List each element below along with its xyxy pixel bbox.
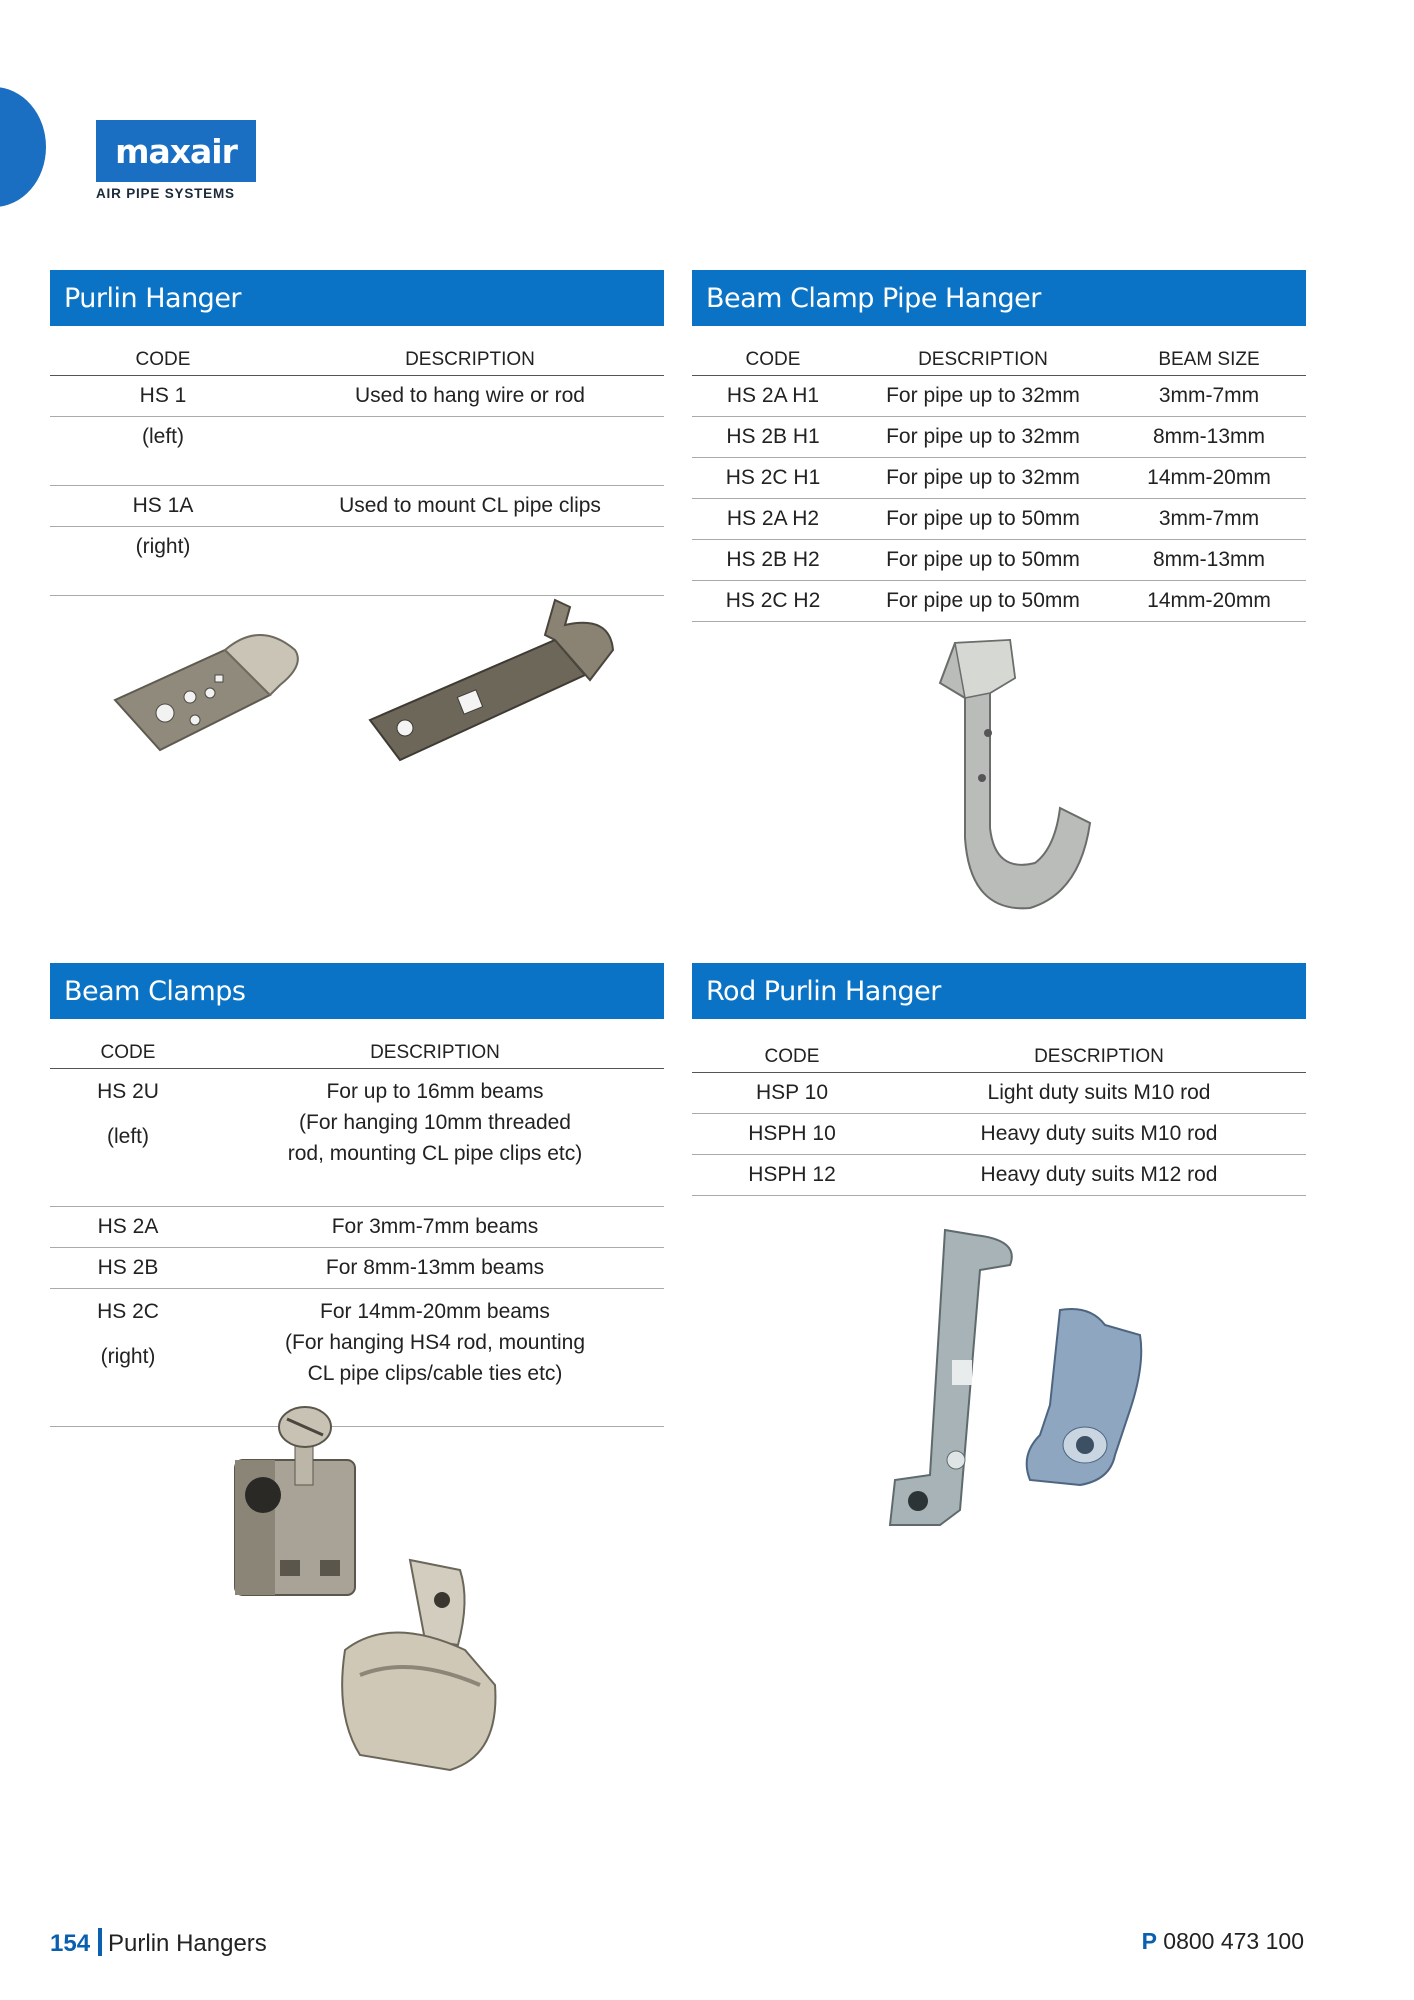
description-line: rod, mounting CL pipe clips etc) (287, 1142, 583, 1165)
description-cell: For pipe up to 32mm (854, 376, 1112, 417)
description-cell: For pipe up to 32mm (854, 458, 1112, 499)
description-cell: Light duty suits M10 rod (892, 1073, 1306, 1114)
footer-section: Purlin Hangers (108, 1930, 267, 1957)
beam-size-cell: 14mm-20mm (1112, 458, 1306, 499)
description-cell: For pipe up to 50mm (854, 540, 1112, 581)
purlin-hanger-table (50, 326, 664, 596)
column-header-description: DESCRIPTION (892, 1019, 1306, 1073)
rod-purlin-hanger-table (692, 1019, 1306, 1196)
code-cell: HSPH 12 (692, 1155, 892, 1196)
purlin-hanger-hs1-photo (110, 605, 310, 760)
table-row (692, 1114, 1306, 1155)
table-row (692, 1155, 1306, 1196)
purlin-hanger-section (50, 270, 664, 596)
rod-purlin-hanger-hsph-photo (1020, 1305, 1150, 1495)
logo-tagline: AIR PIPE SYSTEMS (96, 186, 235, 201)
column-header-code: CODE (692, 1019, 892, 1073)
description-cell: Heavy duty suits M10 rod (892, 1114, 1306, 1155)
footer-phone (1142, 1928, 1304, 1955)
description-line: For up to 16mm beams (326, 1080, 544, 1103)
table-row (692, 417, 1306, 458)
description-line: (For hanging HS4 rod, mounting (285, 1331, 585, 1354)
code-cell: HS 2B H1 (692, 417, 854, 458)
table-row (50, 1207, 664, 1248)
position-note: (left) (50, 417, 276, 486)
beam-size-cell: 8mm-13mm (1112, 540, 1306, 581)
description-cell: For pipe up to 50mm (854, 581, 1112, 622)
page-footer (50, 1928, 267, 1958)
beam-clamp-hs2c-photo (330, 1555, 505, 1780)
position-note: (right) (50, 527, 276, 596)
code-cell: HSP 10 (692, 1073, 892, 1114)
code-cell: HS 1A (50, 486, 276, 527)
beam-size-cell: 3mm-7mm (1112, 499, 1306, 540)
table-row-note (50, 527, 664, 596)
description-line: (For hanging 10mm threaded (299, 1111, 571, 1134)
position-note: (right) (100, 1345, 156, 1368)
column-header-description: DESCRIPTION (206, 1019, 664, 1069)
description-cell: Heavy duty suits M12 rod (892, 1155, 1306, 1196)
description-line: For 14mm-20mm beams (320, 1300, 550, 1323)
beam-size-cell: 8mm-13mm (1112, 417, 1306, 458)
code-cell: HS 2B (50, 1248, 206, 1289)
description-cell: For 8mm-13mm beams (206, 1248, 664, 1289)
table-row (50, 1069, 664, 1207)
beam-clamps-section (50, 963, 664, 1427)
section-title: Beam Clamps (50, 963, 664, 1019)
rod-purlin-hanger-hsp10-photo (880, 1225, 1035, 1555)
column-header-beam-size: BEAM SIZE (1112, 326, 1306, 376)
section-title: Beam Clamp Pipe Hanger (692, 270, 1306, 326)
column-header-code: CODE (50, 1019, 206, 1069)
table-row (692, 540, 1306, 581)
code-cell: HS 2B H2 (692, 540, 854, 581)
column-header-code: CODE (692, 326, 854, 376)
column-header-description: DESCRIPTION (276, 326, 664, 376)
position-note: (left) (107, 1125, 149, 1148)
table-row (692, 458, 1306, 499)
code-cell: HS 2C (97, 1300, 159, 1323)
code-cell: HS 1 (50, 376, 276, 417)
description-cell: For 3mm-7mm beams (206, 1207, 664, 1248)
table-row-note (50, 417, 664, 486)
phone-number: 0800 473 100 (1163, 1928, 1304, 1954)
code-cell: HS 2C H1 (692, 458, 854, 499)
maxair-logo: maxair (96, 120, 256, 182)
description-line: CL pipe clips/cable ties etc) (307, 1362, 563, 1385)
section-title: Purlin Hanger (50, 270, 664, 326)
table-row (692, 1073, 1306, 1114)
rod-purlin-hanger-section (692, 963, 1306, 1196)
description-cell: Used to hang wire or rod (276, 376, 664, 417)
purlin-hanger-hs1a-photo (365, 595, 620, 765)
phone-label: P (1141, 1928, 1157, 1954)
table-row (50, 376, 664, 417)
code-cell: HS 2U (97, 1080, 159, 1103)
code-cell: HS 2A H1 (692, 376, 854, 417)
beam-clamps-table (50, 1019, 664, 1427)
beam-clamp-pipe-hanger-table (692, 326, 1306, 622)
column-header-code: CODE (50, 326, 276, 376)
code-cell: HS 2A (50, 1207, 206, 1248)
code-cell: HS 2C H2 (692, 581, 854, 622)
beam-size-cell: 3mm-7mm (1112, 376, 1306, 417)
page-tab-marker (0, 87, 46, 207)
page-number: 154 (50, 1930, 91, 1957)
table-row (692, 581, 1306, 622)
table-row (50, 486, 664, 527)
code-cell: HS 2A H2 (692, 499, 854, 540)
beam-clamp-pipe-hanger-photo (930, 638, 1100, 918)
beam-size-cell: 14mm-20mm (1112, 581, 1306, 622)
table-row (50, 1248, 664, 1289)
code-cell: HSPH 10 (692, 1114, 892, 1155)
footer-divider (98, 1928, 102, 1956)
table-row (692, 499, 1306, 540)
beam-clamp-pipe-hanger-section (692, 270, 1306, 622)
description-cell: For pipe up to 50mm (854, 499, 1112, 540)
description-cell: Used to mount CL pipe clips (276, 486, 664, 527)
column-header-description: DESCRIPTION (854, 326, 1112, 376)
table-row (692, 376, 1306, 417)
section-title: Rod Purlin Hanger (692, 963, 1306, 1019)
description-cell: For pipe up to 32mm (854, 417, 1112, 458)
